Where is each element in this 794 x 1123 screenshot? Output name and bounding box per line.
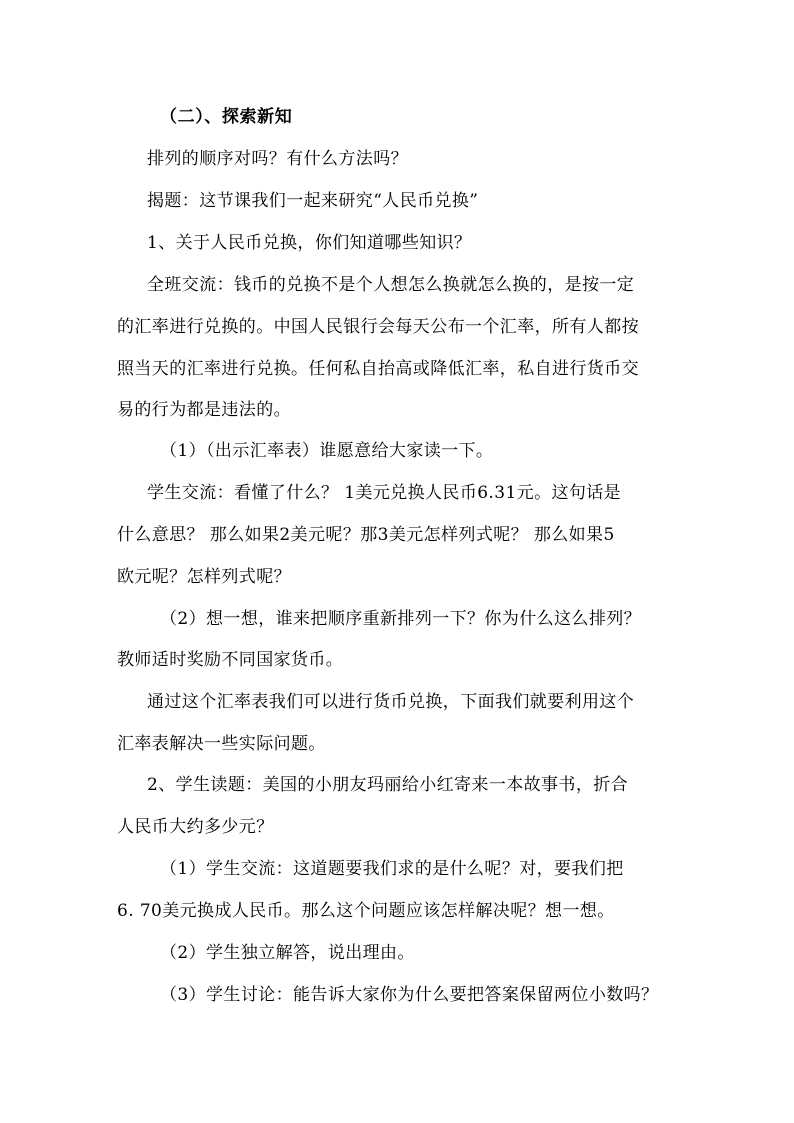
paragraph-line: 人民币大约多少元？	[117, 817, 274, 837]
paragraph-line: 易的行为都是违法的。	[117, 400, 291, 420]
paragraph-line: （2）想一想，谁来把顺序重新排列一下？你为什么这么排列？	[160, 609, 642, 629]
paragraph-line: （3）学生讨论：能告诉大家你为什么要把答案保留两位小数吗？	[160, 985, 659, 1005]
paragraph-line: 全班交流：钱币的兑换不是个人想怎么换就怎么换的，是按一定	[147, 275, 635, 295]
paragraph-line: 什么意思？ 那么如果2美元呢？那3美元怎样列式呢？ 那么如果5	[117, 525, 615, 545]
paragraph-line: 欧元呢？怎样列式呢？	[117, 567, 291, 587]
paragraph-line: 汇率表解决一些实际问题。	[117, 734, 326, 754]
paragraph-line: （2）学生独立解答，说出理由。	[160, 943, 415, 963]
paragraph-line: 1、关于人民币兑换，你们知道哪些知识？	[147, 233, 472, 253]
paragraph-line: （1）（出示汇率表）谁愿意给大家读一下。	[160, 441, 494, 461]
paragraph-line: 6. 70美元换成人民币。那么这个问题应该怎样解决呢？想一想。	[117, 901, 615, 921]
paragraph-line: 的汇率进行兑换的。中国人民银行会每天公布一个汇率，所有人都按	[117, 317, 639, 337]
paragraph-line: （1）学生交流：这道题要我们求的是什么呢？对，要我们把	[160, 859, 624, 879]
paragraph-line: 揭题：这节课我们一起来研究“人民币兑换”	[147, 191, 479, 211]
paragraph-line: 学生交流：看懂了什么？ 1美元兑换人民币6.31元。这句话是	[147, 483, 622, 503]
paragraph-line: 照当天的汇率进行兑换。任何私自抬高或降低汇率，私自进行货币交	[117, 359, 639, 379]
section-heading: （二）、探索新知	[160, 107, 293, 127]
paragraph-line: 排列的顺序对吗？有什么方法吗？	[147, 149, 408, 169]
paragraph-line: 通过这个汇率表我们可以进行货币兑换，下面我们就要利用这个	[147, 692, 635, 712]
paragraph-line: 教师适时奖励不同国家货币。	[117, 650, 344, 670]
paragraph-line: 2、学生读题：美国的小朋友玛丽给小红寄来一本故事书，折合	[147, 775, 629, 795]
